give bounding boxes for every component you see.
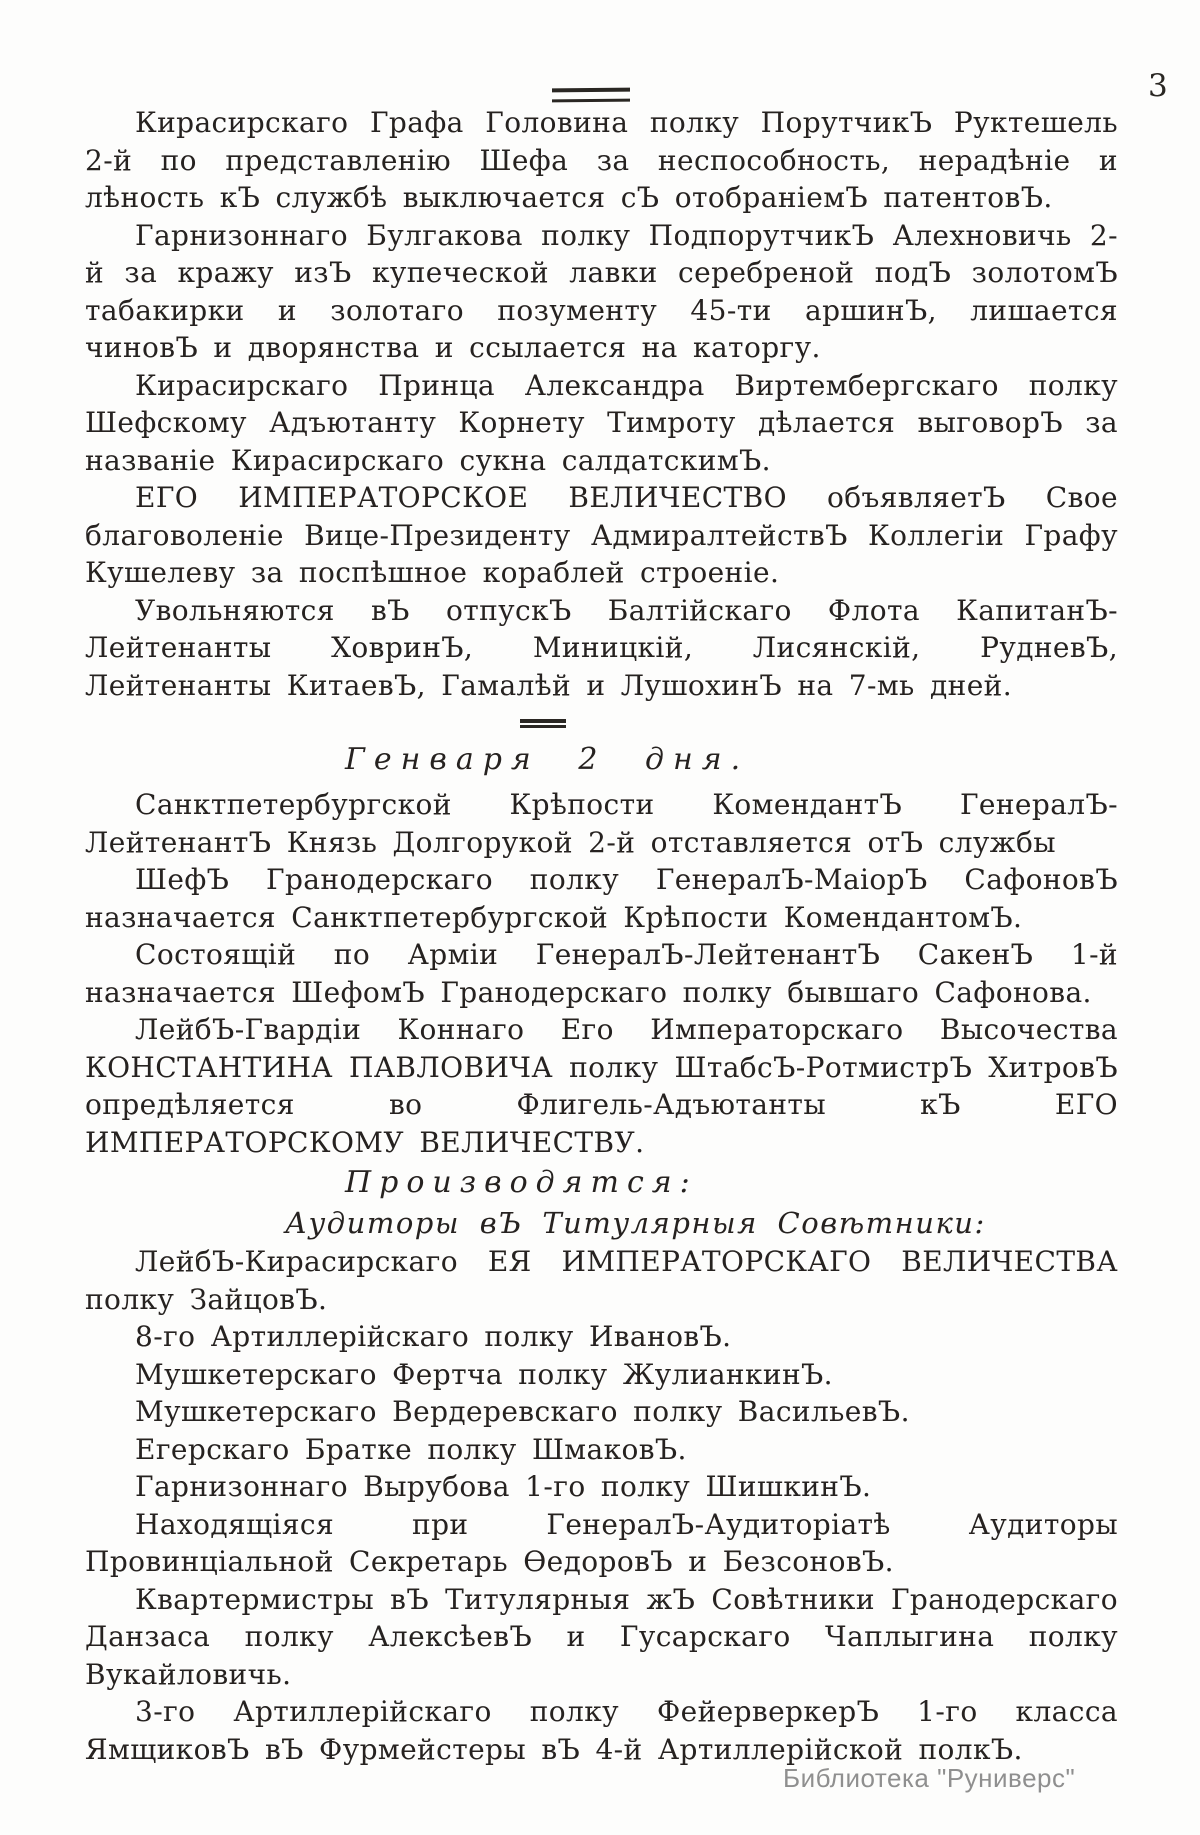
rule-bar — [552, 88, 630, 93]
paragraph: ЛейбЪ-Гвардіи Коннаго Его Императорскаго Высочества КОНСТАНТИНА ПАВЛОВИЧА полку ШтабсЪ-РотмистрЪ ХитровЪ опредѣляется во Флигель-Адъютанты кЪ ЕГО ИМПЕРАТОРСКОМУ ВЕЛИЧЕСТВУ. — [85, 1013, 1118, 1159]
page-text — [85, 104, 1118, 1768]
promotions-subheading: Аудиторы вЪ Титулярныя Совѣтники: — [285, 1206, 986, 1240]
promotion-entry: Находящіяся при ГенералЪ-Аудиторіатѣ Аудиторы Провинціальной Секретарь ѲедоровЪ и БезсоновЪ. — [85, 1507, 1118, 1578]
promotion-entry: Гарнизоннаго Вырубова 1-го полку ШишкинЪ. — [135, 1470, 872, 1503]
promotion-entry: 3-го Артиллерійскаго полку ФейерверкерЪ 1-го класса ЯмщиковЪ вЪ Фурмейстеры вЪ 4-й Артиллерійской полкЪ. — [85, 1695, 1118, 1766]
paragraph: ШефЪ Гранодерскаго полку ГенералЪ-МаіорЪ СафоновЪ назначается Санктпетербургской Крѣпости КомендантомЪ. — [85, 863, 1118, 934]
section-rule — [520, 719, 566, 728]
watermark: Библиотека "Руниверс" — [783, 1763, 1076, 1793]
date-heading: Генваря 2 дня. — [345, 742, 750, 777]
promotion-entry: Егерскаго Братке полку ШмаковЪ. — [135, 1432, 687, 1466]
promotion-entry: ЛейбЪ-Кирасирскаго ЕЯ ИМПЕРАТОРСКАГО ВЕЛИЧЕСТВА полку ЗайцовЪ. — [85, 1245, 1118, 1316]
paragraph: Гарнизоннаго Булгакова полку ПодпорутчикЪ Алехновичь 2-й за кражу изЪ купеческой лавки серебреной подЪ золотомЪ табакирки и золотаго позументу 45-ти аршинЪ, лишается чиновЪ и дворянства и ссылается на каторгу. — [85, 218, 1118, 364]
page-number: 3 — [1148, 68, 1168, 104]
paragraph: Санктпетербургской Крѣпости КомендантЪ ГенералЪ-ЛейтенантЪ Князь Долгорукой 2-й отставляется отЪ службы — [85, 788, 1118, 859]
paragraph: Кирасирскаго Графа Головина полку ПорутчикЪ Руктешель 2-й по представленію Шефа за неспособность, нерадѣніе и лѣность кЪ службѣ выключается сЪ отобраніемЪ патентовЪ. — [85, 106, 1118, 214]
promotion-entry: Мушкетерскаго Вердеревскаго полку ВасильевЪ. — [135, 1395, 910, 1428]
promotion-entry: 8-го Артиллерійскаго полку ИвановЪ. — [135, 1320, 732, 1353]
paragraph: ЕГО ИМПЕРАТОРСКОЕ ВЕЛИЧЕСТВО объявляетЪ Свое благоволеніе Вице-Президенту АдмиралтействЪ Коллегіи Графу Кушелеву за поспѣшное кораблей строеніе. — [85, 481, 1118, 589]
promotion-entry: Мушкетерскаго Фертча полку ЖулианкинЪ. — [135, 1357, 833, 1391]
paragraph: Увольняются вЪ отпускЪ Балтійскаго Флота КапитанЪ-Лейтенанты ХовринЪ, Миницкій, Лисянскій, РудневЪ, Лейтенанты КитаевЪ, Гамалѣй и ЛушохинЪ на 7-мь дней. — [85, 593, 1118, 702]
promotion-entry: Квартермистры вЪ Титулярныя жЪ Совѣтники Гранодерскаго Данзаса полку АлексѣевЪ и Гусарскаго Чаплыгина полку Вукайловичь. — [85, 1582, 1118, 1691]
paragraph: Состоящій по Арміи ГенералЪ-ЛейтенантЪ СакенЪ 1-й назначается ШефомЪ Гранодерскаго полку бывшаго Сафонова. — [85, 938, 1118, 1009]
promotions-heading: Производятся: — [345, 1165, 698, 1200]
rule-bar — [552, 99, 630, 103]
double-rule — [552, 88, 630, 102]
paragraph: Кирасирскаго Принца Александра Виртембергскаго полку Шефскому Адъютанту Корнету Тимроту дѣлается выговорЪ за названіе Кирасирскаго сукна салдатскимЪ. — [85, 368, 1118, 477]
